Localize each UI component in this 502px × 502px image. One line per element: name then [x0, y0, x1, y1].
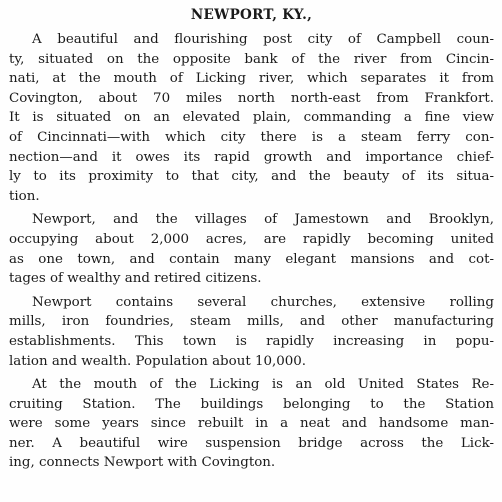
text-line: establishments. This town is rapidly increasing in popu-: [9, 333, 494, 349]
text-line: mills, iron foundries, steam mills, and other manufacturing: [9, 314, 494, 330]
text-line: ner. A beautiful wire suspension bridge across the Lick-: [9, 435, 494, 451]
text-line: ing, connects Newport with Covington.: [9, 455, 276, 471]
paragraph-3: [9, 293, 494, 371]
paragraph-4: [9, 375, 494, 473]
text-line: as one town, and contain many elegant mansions and cot-: [9, 251, 494, 267]
text-line: occupying about 2,000 acres, are rapidly becoming united: [9, 231, 494, 247]
text-line: lation and wealth. Population about 10,000.: [9, 353, 307, 369]
text-line: Newport contains several churches, extensive rolling: [32, 294, 494, 310]
text-line: At the mouth of the Licking is an old United States Re-: [32, 377, 494, 393]
text-line: of Cincinnati—with which city there is a steam ferry con-: [9, 129, 494, 145]
text-line: tion.: [9, 188, 40, 204]
document-title: NEWPORT, KY.,: [190, 7, 313, 23]
paragraph-1: [9, 30, 494, 206]
text-line: were some years since rebuilt in a neat and handsome man-: [9, 416, 494, 432]
text-line: tages of wealthy and retired citizens.: [9, 271, 262, 287]
text-line: It is situated on an elevated plain, commanding a fine view: [9, 110, 494, 126]
text-line: ly to its proximity to that city, and the beauty of its situa-: [9, 169, 494, 185]
text-line: ty, situated on the opposite bank of the river from Cincin-: [9, 51, 494, 67]
text-line: Covington, about 70 miles north north-east from Frankfort.: [9, 90, 494, 106]
text-line: A beautiful and flourishing post city of Campbell coun-: [32, 32, 494, 47]
paragraph-2: [9, 210, 494, 288]
text-line: cruiting Station. The buildings belonging to the Station: [9, 396, 494, 412]
text-line: nection—and it owes its rapid growth and importance chief-: [9, 149, 494, 165]
text-line: Newport, and the villages of Jamestown and Brooklyn,: [32, 212, 494, 228]
text-line: nati, at the mouth of Licking river, which separates it from: [9, 71, 494, 87]
